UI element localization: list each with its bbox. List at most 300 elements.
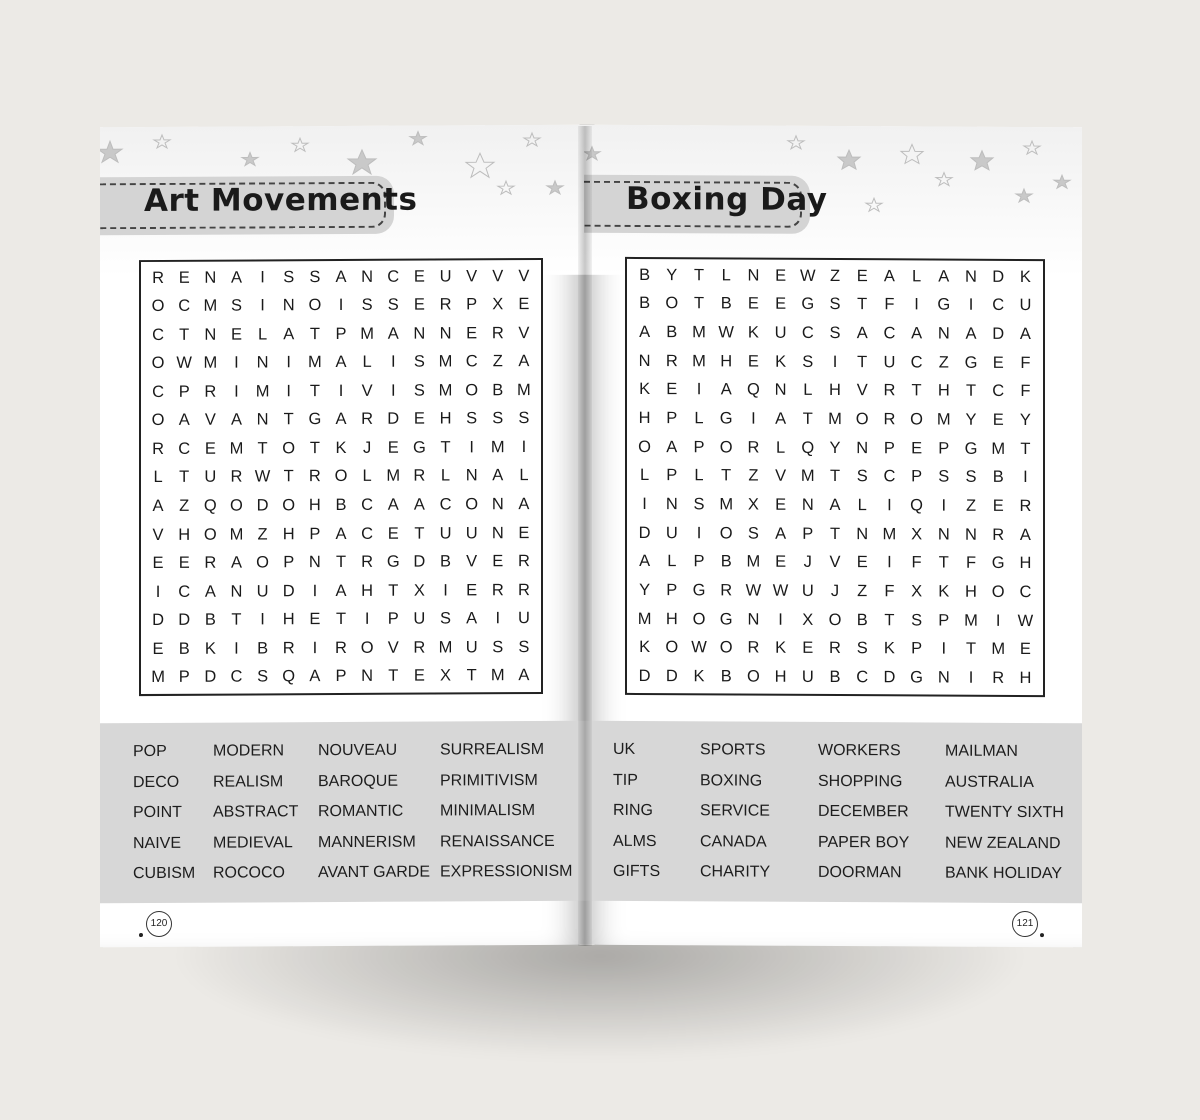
word-item: UK <box>613 740 636 758</box>
word-item: WORKERS <box>818 741 901 760</box>
grid-letter: P <box>911 639 923 658</box>
grid-letter: B <box>639 294 651 313</box>
grid-letter: G <box>308 410 322 429</box>
grid-letter: W <box>772 581 789 600</box>
word-item: BAROQUE <box>318 772 399 790</box>
grid-letter: M <box>203 354 218 373</box>
grid-letter: W <box>1017 611 1034 630</box>
grid-letter: O <box>665 638 679 657</box>
grid-letter: B <box>440 552 452 571</box>
grid-letter: A <box>775 524 787 543</box>
grid-letter: Z <box>179 496 190 515</box>
grid-letter: Z <box>965 496 977 515</box>
grid-letter: N <box>491 523 504 542</box>
grid-letter: D <box>638 667 651 686</box>
grid-letter: T <box>309 439 320 458</box>
grid-letter: R <box>152 439 165 458</box>
grid-letter: I <box>260 610 265 629</box>
word-item: BANK HOLIDAY <box>945 864 1063 883</box>
grid-letter: A <box>938 267 950 286</box>
grid-letter: D <box>883 668 896 687</box>
grid-letter: M <box>229 525 244 544</box>
grid-letter: S <box>230 296 242 315</box>
grid-letter: A <box>518 352 530 371</box>
grid-letter: E <box>178 268 190 287</box>
grid-letter: O <box>282 496 296 515</box>
grid-letter: O <box>308 296 322 315</box>
grid-letter: A <box>178 411 190 430</box>
grid-letter: A <box>335 353 347 372</box>
word-item: DECO <box>133 773 180 791</box>
grid-letter: O <box>910 410 924 429</box>
grid-letter: P <box>283 553 295 572</box>
grid-letter: T <box>440 438 451 457</box>
grid-letter: K <box>639 380 651 399</box>
grid-letter: C <box>178 439 191 458</box>
word-item: ABSTRACT <box>213 803 299 821</box>
grid-letter: X <box>413 581 425 600</box>
grid-letter: E <box>518 523 530 542</box>
grid-letter: G <box>991 554 1005 573</box>
grid-letter: R <box>204 553 217 572</box>
grid-letter: S <box>440 609 452 628</box>
grid-letter: R <box>361 410 374 429</box>
page-title: Boxing Day <box>626 180 828 218</box>
grid-letter: K <box>1019 267 1031 286</box>
grid-letter: X <box>911 525 923 544</box>
grid-letter: M <box>438 352 453 371</box>
grid-letter: T <box>911 381 922 400</box>
title-banner <box>584 175 828 234</box>
grid-letter: T <box>829 467 841 486</box>
word-item: POP <box>133 742 167 761</box>
grid-letter: P <box>335 667 347 686</box>
grid-letter: R <box>491 580 504 599</box>
grid-letter: I <box>887 496 892 515</box>
grid-letter: R <box>720 581 733 600</box>
grid-letter: Z <box>938 353 949 372</box>
grid-letter: E <box>747 352 759 371</box>
grid-letter: A <box>335 410 347 429</box>
word-column <box>700 735 770 888</box>
grid-letter: E <box>413 295 425 314</box>
grid-letter: A <box>283 325 295 344</box>
grid-letter: N <box>230 582 243 601</box>
word-item: ROMANTIC <box>318 802 404 821</box>
grid-letter: T <box>938 554 949 573</box>
grid-letter: P <box>802 524 814 543</box>
grid-letter: Z <box>492 352 503 371</box>
grid-letter: L <box>519 466 529 485</box>
grid-letter: T <box>283 467 294 486</box>
grid-letter: M <box>637 609 652 628</box>
grid-letter: A <box>883 267 895 286</box>
grid-letter: R <box>413 467 426 486</box>
grid-letter: E <box>856 553 868 572</box>
grid-letter: N <box>204 268 217 287</box>
word-item: CHARITY <box>700 863 771 881</box>
grid-letter: V <box>387 638 399 657</box>
grid-letter: S <box>309 267 321 286</box>
grid-letter: I <box>1023 468 1028 487</box>
grid-letter: N <box>638 351 651 370</box>
grid-letter: T <box>388 666 399 685</box>
grid-letter: G <box>964 353 978 372</box>
grid-letter: B <box>492 381 504 400</box>
grid-letter: R <box>665 351 678 370</box>
grid-letter: N <box>856 524 869 543</box>
word-search-grid <box>625 257 1045 697</box>
grid-letter: R <box>747 438 760 457</box>
grid-letter: I <box>364 610 370 629</box>
grid-letter: N <box>747 266 760 285</box>
grid-letter: O <box>360 638 374 657</box>
grid-letter: U <box>256 582 269 601</box>
page-title: Art Movements <box>144 181 418 220</box>
grid-letter: O <box>203 525 217 544</box>
grid-letter: F <box>911 553 922 572</box>
grid-letter: G <box>719 610 733 629</box>
grid-letter: U <box>465 523 478 542</box>
word-item: MODERN <box>213 742 285 760</box>
grid-letter: N <box>747 610 760 629</box>
word-item: RENAISSANCE <box>440 832 555 850</box>
grid-letter: R <box>308 467 321 486</box>
grid-letter: G <box>910 668 924 687</box>
grid-letter: P <box>883 439 895 458</box>
grid-letter: N <box>361 667 374 686</box>
grid-letter: I <box>887 553 892 572</box>
grid-letter: L <box>776 438 786 457</box>
grid-letter: I <box>941 496 947 515</box>
grid-letter: E <box>911 439 923 458</box>
grid-letter: T <box>721 466 732 485</box>
grid-letter: R <box>204 382 217 401</box>
grid-letter: V <box>152 525 164 544</box>
grid-letter: E <box>775 495 787 514</box>
grid-letter: R <box>517 552 530 571</box>
grid-letter: E <box>775 266 787 285</box>
grid-letter: T <box>466 666 477 685</box>
grid-letter: I <box>260 268 265 287</box>
word-item: GIFTS <box>613 862 661 881</box>
grid-letter: A <box>666 437 678 456</box>
word-item: NEW ZEALAND <box>945 834 1061 852</box>
grid-letter: E <box>413 267 425 286</box>
grid-letter: G <box>937 296 951 315</box>
grid-letter: R <box>361 552 374 571</box>
grid-letter: M <box>386 467 401 486</box>
grid-letter: A <box>965 324 977 343</box>
word-item: REALISM <box>213 772 284 791</box>
word-search-grid <box>139 258 543 696</box>
grid-letter: E <box>747 295 759 314</box>
grid-letter: H <box>282 610 295 629</box>
grid-letter: T <box>231 610 242 629</box>
grid-letter: A <box>1019 325 1031 344</box>
grid-letter: R <box>1019 497 1032 516</box>
grid-letter: M <box>438 381 453 400</box>
grid-letter: A <box>387 495 399 514</box>
grid-letter: N <box>308 553 321 572</box>
grid-letter: N <box>491 495 504 514</box>
grid-letter: Z <box>857 582 868 601</box>
grid-letter: M <box>882 525 897 544</box>
grid-letter: L <box>857 496 867 515</box>
grid-letter: P <box>178 668 190 687</box>
grid-letter: K <box>775 352 787 371</box>
grid-letter: X <box>747 495 759 514</box>
grid-letter: B <box>829 668 841 687</box>
grid-letter: E <box>992 496 1004 516</box>
grid-letter: D <box>204 667 217 686</box>
grid-letter: E <box>992 353 1004 372</box>
grid-letter: A <box>518 666 530 685</box>
grid-letter: V <box>518 323 530 342</box>
right-page <box>584 125 1082 948</box>
grid-letter: M <box>746 553 761 572</box>
grid-letter: E <box>518 295 530 314</box>
grid-letter: U <box>665 523 678 542</box>
grid-letter: I <box>155 582 161 601</box>
grid-letter: V <box>829 553 841 572</box>
grid-letter: M <box>360 324 374 343</box>
grid-letter: C <box>801 323 814 343</box>
grid-letter: S <box>518 637 530 656</box>
grid-letter: O <box>282 439 296 458</box>
grid-letter: E <box>492 552 504 571</box>
grid-letter: B <box>178 639 190 658</box>
grid-letter: C <box>361 524 374 543</box>
word-item: ALMS <box>613 832 657 850</box>
word-list <box>584 721 1082 904</box>
grid-letter: M <box>255 382 270 401</box>
grid-letter: V <box>518 266 530 285</box>
grid-letter: Q <box>910 496 924 515</box>
grid-letter: W <box>718 323 734 342</box>
grid-letter: U <box>204 468 217 487</box>
grid-letter: I <box>234 639 239 658</box>
grid-letter: I <box>642 495 647 514</box>
grid-letter: M <box>307 353 322 372</box>
grid-letter: D <box>256 496 269 515</box>
grid-letter: O <box>230 496 243 515</box>
grid-letter: M <box>229 439 244 458</box>
grid-letter: E <box>1019 640 1031 659</box>
grid-letter: E <box>992 410 1004 430</box>
grid-letter: E <box>387 438 399 457</box>
word-item: CANADA <box>700 832 767 851</box>
grid-letter: O <box>151 411 165 430</box>
grid-letter: T <box>309 324 320 343</box>
grid-letter: M <box>964 611 978 630</box>
grid-letter: A <box>230 268 242 287</box>
grid-letter: O <box>828 610 842 629</box>
grid-letter: D <box>387 410 400 429</box>
grid-letter: H <box>638 409 651 428</box>
grid-letter: C <box>1019 583 1032 602</box>
grid-letter: H <box>965 582 977 601</box>
grid-letter: G <box>412 438 426 457</box>
grid-letter: M <box>991 439 1006 458</box>
grid-letter: C <box>178 582 191 601</box>
grid-letter: N <box>256 410 269 429</box>
grid-letter: N <box>282 296 295 315</box>
word-item: AUSTRALIA <box>945 773 1034 791</box>
page-number-dot <box>1040 933 1044 937</box>
grid-letter: G <box>964 439 978 458</box>
word-column <box>133 737 195 890</box>
grid-letter: C <box>178 297 191 316</box>
grid-letter: T <box>335 553 347 572</box>
grid-letter: L <box>803 381 813 400</box>
grid-letter: H <box>282 524 295 543</box>
grid-letter: C <box>856 668 869 687</box>
grid-letter: Z <box>257 524 268 544</box>
grid-letter: I <box>443 581 448 600</box>
grid-letter: A <box>466 609 478 628</box>
grid-letter: P <box>938 439 950 458</box>
grid-letter: M <box>692 323 706 342</box>
word-item: SHOPPING <box>818 772 903 790</box>
word-column <box>613 735 660 888</box>
book-shadow <box>170 930 1030 1060</box>
grid-letter: M <box>719 495 734 514</box>
grid-letter: F <box>1020 382 1031 401</box>
word-item: SURREALISM <box>440 740 545 759</box>
grid-letter: J <box>363 438 372 457</box>
grid-letter: Y <box>1019 411 1031 430</box>
grid-letter: N <box>465 466 478 485</box>
grid-letter: I <box>286 382 292 401</box>
grid-letter: Y <box>965 410 977 429</box>
grid-letter: R <box>517 580 530 599</box>
grid-letter: U <box>465 637 478 657</box>
grid-letter: L <box>640 466 650 485</box>
grid-letter: F <box>1020 353 1031 372</box>
grid-letter: D <box>282 581 295 600</box>
grid-letter: S <box>747 524 759 543</box>
grid-letter: H <box>829 381 841 400</box>
grid-letter: Y <box>666 265 678 285</box>
grid-letter: I <box>312 638 318 657</box>
grid-letter: S <box>413 381 425 400</box>
grid-letter: L <box>667 552 677 571</box>
grid-letter: A <box>335 267 347 286</box>
grid-letter: V <box>361 381 373 400</box>
grid-letter: E <box>204 439 216 458</box>
grid-letter: R <box>747 639 760 658</box>
grid-letter: N <box>256 353 269 372</box>
grid-letter: S <box>492 637 504 656</box>
grid-letter: N <box>937 668 950 687</box>
grid-letter: N <box>204 325 217 344</box>
grid-letter: T <box>693 294 705 313</box>
grid-letter: V <box>856 381 868 400</box>
grid-letter: A <box>639 552 651 571</box>
grid-letter: U <box>413 609 426 628</box>
word-item: NAIVE <box>133 834 182 852</box>
grid-letter: B <box>720 294 732 313</box>
grid-letter: T <box>1020 439 1031 458</box>
grid-letter: E <box>178 553 190 572</box>
word-column <box>945 737 1064 890</box>
word-list <box>100 721 584 904</box>
word-column <box>213 736 298 889</box>
grid-letter: U <box>1019 296 1032 315</box>
grid-letter: A <box>230 553 242 572</box>
grid-letter: I <box>968 296 974 315</box>
grid-letter: I <box>390 353 396 372</box>
grid-letter: B <box>204 610 216 629</box>
grid-letter: I <box>778 610 783 629</box>
grid-letter: R <box>829 639 841 658</box>
grid-letter: N <box>439 324 452 343</box>
grid-letter: N <box>665 495 678 514</box>
grid-letter: H <box>439 409 452 428</box>
grid-letter: N <box>774 381 787 400</box>
grid-letter: S <box>856 639 868 658</box>
word-item: PAPER BOY <box>818 833 910 851</box>
grid-letter: I <box>234 382 239 401</box>
grid-letter: W <box>254 467 271 486</box>
grid-letter: H <box>1019 669 1032 688</box>
grid-letter: X <box>911 582 923 601</box>
grid-letter: S <box>693 495 705 514</box>
grid-letter: E <box>856 266 868 286</box>
grid-letter: C <box>152 382 165 401</box>
grid-letter: K <box>693 667 705 686</box>
grid-letter: H <box>1019 554 1032 573</box>
grid-letter: D <box>638 523 651 542</box>
word-item: EXPRESSIONISM <box>440 862 573 881</box>
grid-letter: I <box>234 353 239 372</box>
grid-letter: O <box>719 438 733 457</box>
grid-letter: S <box>518 409 530 428</box>
grid-letter: I <box>968 668 974 687</box>
grid-letter: L <box>912 267 922 286</box>
grid-letter: C <box>992 296 1005 315</box>
grid-letter: H <box>665 609 678 628</box>
word-item: DECEMBER <box>818 802 909 821</box>
word-column <box>818 736 909 889</box>
grid-letter: R <box>883 381 896 400</box>
grid-letter: P <box>938 611 950 630</box>
grid-letter: H <box>361 581 374 600</box>
grid-letter: H <box>937 382 950 401</box>
grid-letter: B <box>856 610 868 629</box>
grid-letter: I <box>941 640 947 659</box>
grid-letter: Z <box>748 467 759 486</box>
grid-letter: P <box>387 609 399 628</box>
grid-letter: O <box>991 582 1005 602</box>
grid-letter: I <box>312 581 318 600</box>
grid-letter: T <box>965 382 977 401</box>
grid-letter: N <box>965 525 977 544</box>
grid-letter: R <box>152 268 165 287</box>
grid-letter: P <box>911 467 923 486</box>
word-item: DOORMAN <box>818 863 902 882</box>
grid-letter: P <box>693 438 705 457</box>
grid-letter: S <box>829 295 841 314</box>
grid-letter: L <box>258 325 268 344</box>
grid-letter: E <box>230 325 242 344</box>
grid-letter: T <box>309 382 320 401</box>
grid-letter: N <box>801 495 814 515</box>
grid-letter: X <box>802 610 814 629</box>
grid-letter: B <box>335 496 347 515</box>
grid-letter: U <box>883 353 896 372</box>
